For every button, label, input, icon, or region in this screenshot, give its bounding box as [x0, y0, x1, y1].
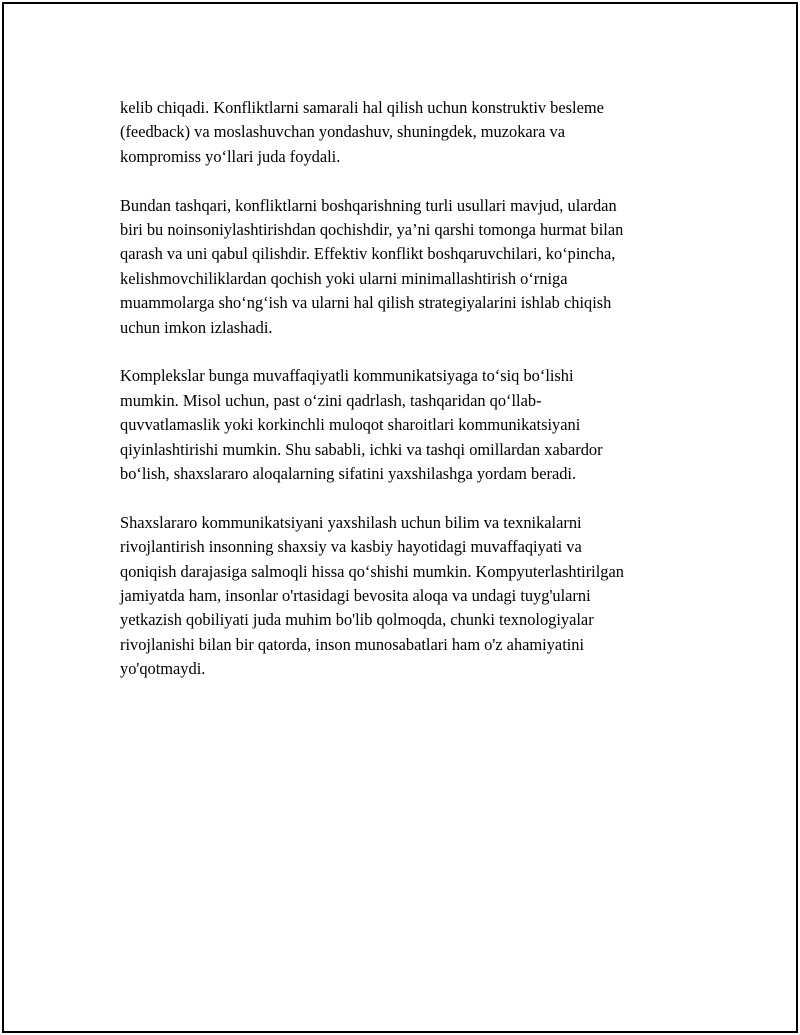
text-line: quvvatlamaslik yoki korkinchli muloqot sharoitlari kommunikatsiyani — [120, 415, 581, 435]
paragraph-1 — [120, 96, 692, 169]
text-line: Shaxslararo kommunikatsiyani yaxshilash uchun bilim va texnikalarni — [120, 512, 582, 532]
text-line: mumkin. Misol uchun, past o‘zini qadrlash, tashqaridan qo‘llab- — [120, 390, 542, 410]
text-line: rivojlantirish insonning shaxsiy va kasbiy hayotidagi muvaffaqiyati va — [120, 537, 582, 557]
text-line: kelishmovchiliklardan qochish yoki ularni minimallashtirish o‘rniga — [120, 268, 568, 288]
text-line: qoniqish darajasiga salmoqli hissa qo‘shishi mumkin. Kompyuterlashtirilgan — [120, 561, 624, 581]
paragraph-4 — [120, 511, 692, 682]
text-line: qarash va uni qabul qilishdir. Effektiv konflikt boshqaruvchilari, ko‘pincha, — [120, 244, 616, 264]
text-line: jamiyatda ham, insonlar o'rtasidagi bevosita aloqa va undagi tuyg'ularni — [120, 586, 591, 606]
text-line: kelib chiqadi. Konfliktlarni samarali hal qilish uchun konstruktiv besleme — [120, 98, 604, 117]
text-line: rivojlanishi bilan bir qatorda, inson munosabatlari ham o'z ahamiyatini — [120, 634, 585, 654]
text-line: yo'qotmaydi. — [120, 659, 206, 679]
paragraph-2 — [120, 194, 692, 340]
text-line: (feedback) va moslashuvchan yondashuv, shuningdek, muzokara va — [120, 122, 565, 142]
text-line: biri bu noinsoniylashtirishdan qochishdir, ya’ni qarshi tomonga hurmat bilan — [120, 220, 624, 240]
text-line: uchun imkon izlashadi. — [120, 317, 273, 337]
text-line: Komplekslar bunga muvaffaqiyatli kommunikatsiyaga to‘siq bo‘lishi — [120, 366, 574, 386]
text-line: yetkazish qobiliyati juda muhim bo'lib qolmoqda, chunki texnologiyalar — [120, 610, 594, 630]
text-line: bo‘lish, shaxslararo aloqalarning sifatini yaxshilashga yordam beradi. — [120, 464, 577, 484]
text-line: Bundan tashqari, konfliktlarni boshqarishning turli usullari mavjud, ulardan — [120, 195, 617, 215]
page — [2, 2, 798, 1033]
text-line: muammolarga sho‘ng‘ish va ularni hal qilish strategiyalarini ishlab chiqish — [120, 293, 612, 313]
document-body — [120, 96, 692, 706]
text-line: kompromiss yo‘llari juda foydali. — [120, 146, 341, 166]
paragraph-3 — [120, 364, 692, 486]
text-line: qiyinlashtirishi mumkin. Shu sababli, ichki va tashqi omillardan xabardor — [120, 439, 603, 459]
